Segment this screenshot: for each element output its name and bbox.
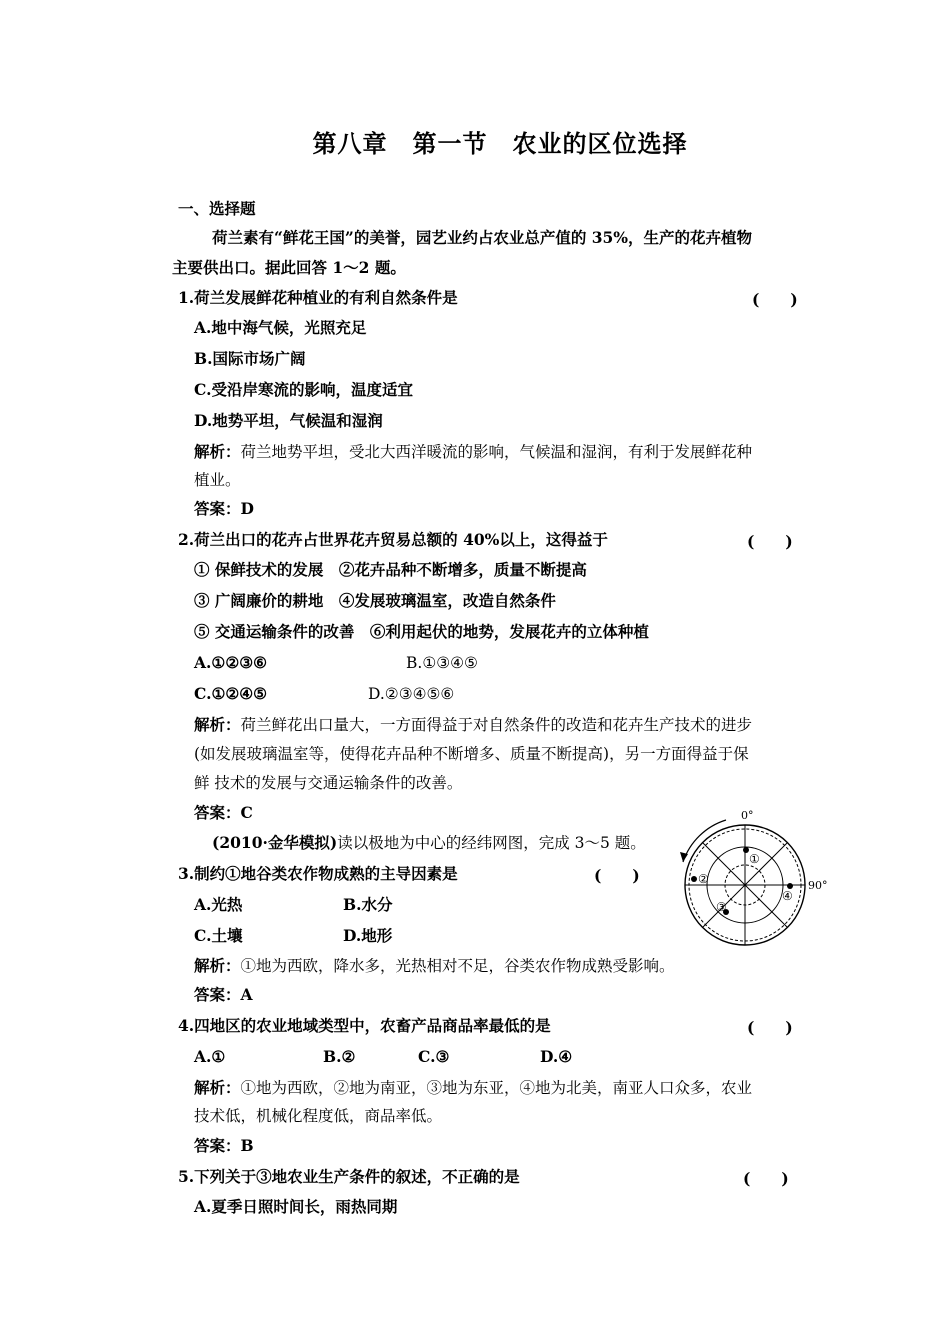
q1-analysis-line-1 [194,442,752,462]
section-heading: 一、选择题 [178,199,256,218]
q2-analysis-text-1: 荷兰鲜花出口量大，一方面得益于对自然条件的改造和花卉生产技术的进步 [240,716,753,734]
q1-option-d: D.地势平坦，气候温和湿润 [194,411,383,430]
q3-answer [194,985,253,1005]
q3-answer-blank: ( ) [594,866,640,885]
q3-option-c: C.土壤 [194,926,243,945]
group-3-5-intro [212,833,646,853]
point-2-dot [691,876,697,882]
q3-option-a: A.光热 [194,895,243,914]
q1-analysis-label: 解析： [194,442,241,461]
q3-answer-value: A [240,985,253,1004]
page-title: 第八章 第一节 农业的区位选择 [312,129,688,158]
q5-answer-blank: ( ) [743,1169,789,1188]
q3-option-d: D.地形 [343,926,393,945]
q1-option-c: C.受沿岸寒流的影响，温度适宜 [194,380,413,399]
point-3-label: ③ [716,900,727,914]
q3-stem: 3.制约①地谷类农作物成熟的主导因素是 [178,864,458,883]
q3-analysis [194,956,675,976]
q2-answer-label: 答案： [194,803,241,822]
q4-stem: 4.四地区的农业地域类型中，农畜产品商品率最低的是 [178,1016,551,1035]
q4-answer-blank: ( ) [747,1018,793,1037]
q2-option-a: A.①②③⑥ [194,653,268,672]
intro-line-1: 荷兰素有“鲜花王国”的美誉，园艺业约占农业总产值的 35%，生产的花卉植物 [212,228,753,247]
q4-option-c: C.③ [418,1047,450,1066]
q4-answer-value: B [240,1136,254,1155]
q2-analysis-line-3: 鲜 技术的发展与交通运输条件的改善。 [194,774,463,792]
q1-answer [194,499,254,519]
q1-analysis-text-1: 荷兰地势平坦，受北大西洋暖流的影响，气候温和湿润，有利于发展鲜花种 [240,443,753,461]
label-0-deg: 0° [741,809,754,822]
q3-analysis-text: ①地为西欧，降水多，光热相对不足，谷类农作物成熟受影响。 [240,957,675,975]
q5-stem: 5.下列关于③地农业生产条件的叙述，不正确的是 [178,1167,520,1186]
q4-analysis-text-1: ①地为西欧，②地为南亚，③地为东亚，④地为北美，南亚人口众多，农业 [240,1079,753,1097]
polar-map-figure [678,808,834,954]
q4-option-a: A.① [194,1047,226,1066]
q2-item-2: ③ 广阔廉价的耕地 ④发展玻璃温室，改造自然条件 [194,591,556,610]
q3-analysis-label: 解析： [194,956,241,975]
q2-option-c: C.①②④⑤ [194,684,268,703]
q1-stem: 1.荷兰发展鲜花种植业的有利自然条件是 [178,288,458,307]
point-2-label: ② [698,872,709,886]
q2-item-3: ⑤ 交通运输条件的改善 ⑥利用起伏的地势，发展花卉的立体种植 [194,622,649,641]
q2-stem: 2.荷兰出口的花卉占世界花卉贸易总额的 40%以上，这得益于 [178,530,608,549]
q2-analysis-line-1 [194,715,752,735]
q1-analysis-line-2: 植业。 [194,471,241,489]
point-4-label: ④ [782,889,793,903]
q3-answer-label: 答案： [194,985,241,1004]
q1-answer-value: D [240,499,254,518]
q1-answer-blank: ( ) [752,290,798,309]
q3-option-b: B.水分 [343,895,393,914]
q2-answer [194,803,253,823]
group-source: (2010·金华模拟) [212,833,338,852]
q1-option-b: B.国际市场广阔 [194,349,306,368]
q4-answer-label: 答案： [194,1136,241,1155]
q2-analysis-label: 解析： [194,715,241,734]
q4-answer [194,1136,254,1156]
q1-answer-label: 答案： [194,499,241,518]
q2-option-b: B.①③④⑤ [406,654,478,672]
q4-analysis-label: 解析： [194,1078,241,1097]
q2-analysis-line-2: (如发展玻璃温室等，使得花卉品种不断增多、质量不断提高)，另一方面得益于保 [194,745,749,763]
label-90-deg: 90° [808,879,828,892]
q4-analysis-line-2: 技术低，机械化程度低，商品率低。 [194,1107,443,1125]
q4-analysis-line-1 [194,1078,752,1098]
q2-answer-value: C [240,803,253,822]
q2-answer-blank: ( ) [747,532,793,551]
q4-option-d: D.④ [540,1047,573,1066]
q4-option-b: B.② [323,1047,356,1066]
q1-option-a: A.地中海气候，光照充足 [194,318,367,337]
intro-line-2: 主要供出口。据此回答 1～2 题。 [172,258,406,277]
q2-item-1: ① 保鲜技术的发展 ②花卉品种不断增多，质量不断提高 [194,560,587,579]
group-text: 读以极地为中心的经纬网图，完成 3～5 题。 [337,834,646,852]
point-1-label: ① [749,852,760,866]
q5-option-a: A.夏季日照时间长，雨热同期 [194,1197,398,1216]
q2-option-d: D.②③④⑤⑥ [368,685,455,703]
